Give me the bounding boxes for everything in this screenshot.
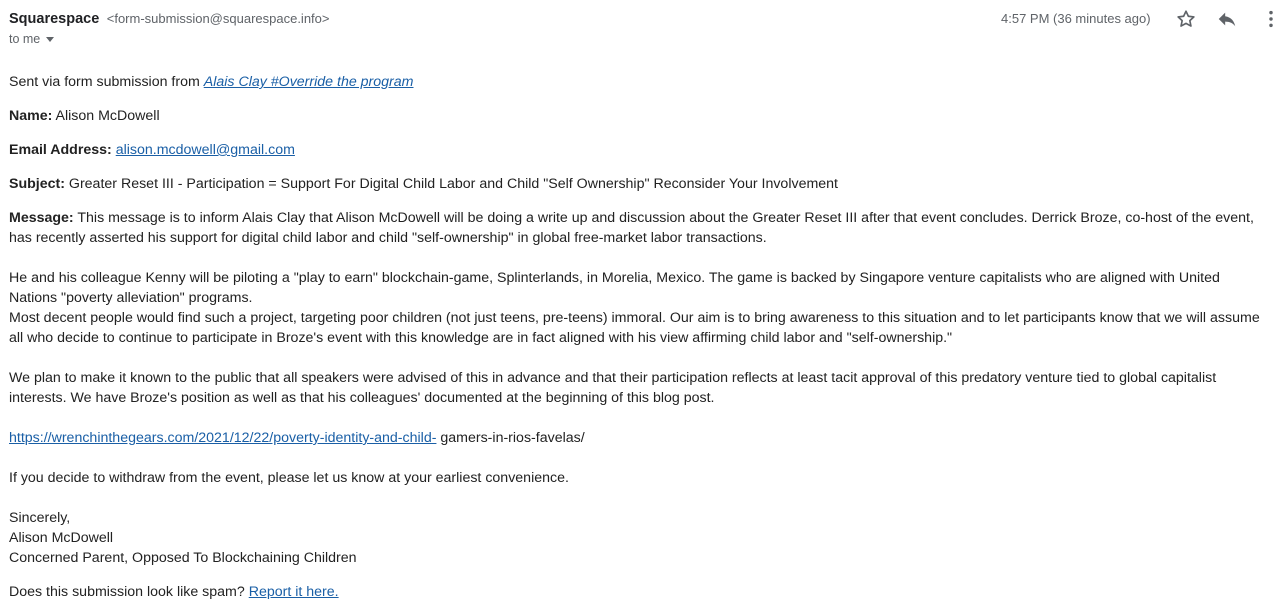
email-field [9, 140, 1271, 160]
email-label: Email Address: [9, 142, 112, 158]
report-spam-link[interactable]: Report it here. [248, 584, 339, 600]
name-label: Name: [9, 108, 53, 124]
source-page-link[interactable]: Alais Clay #Override the program [203, 74, 414, 90]
sender-name[interactable]: Squarespace [9, 11, 100, 27]
signature-title: Concerned Parent, Opposed To Blockchaining Children [9, 550, 357, 566]
name-field [9, 106, 1271, 126]
blog-post-link[interactable]: https://wrenchinthegears.com/2021/12/22/poverty-identity-and-child- [9, 430, 437, 446]
blog-link-rest: gamers-in-rios-favelas/ [436, 430, 585, 446]
timestamp: 4:57 PM (36 minutes ago) [1001, 11, 1151, 26]
sender-email: <form-submission@squarespace.info> [106, 11, 330, 26]
withdraw-line: If you decide to withdraw from the event, please let us know at your earliest convenience. [9, 470, 569, 486]
name-value: Alison McDowell [52, 108, 160, 124]
message-paragraph-2: He and his colleague Kenny will be piloting a "play to earn" blockchain-game, Splinterlands, in Morelia, Mexico. The game is backed by Singapore venture capitalists who are aligned with United Nations "poverty alleviation" programs. [9, 270, 1220, 306]
recipient-toggle[interactable] [9, 32, 54, 46]
reply-icon[interactable] [1216, 8, 1238, 30]
email-link[interactable]: alison.mcdowell@gmail.com [115, 142, 295, 158]
message-paragraph-4: We plan to make it known to the public that all speakers were advised of this in advance and that their participation reflects at least tacit approval of this predatory venture tied to global capitalist interests. We have Broze's position as well as that his colleagues' documented at the beginning of this blog post. [9, 370, 1217, 406]
closing-line: Sincerely, [9, 510, 71, 526]
message-paragraph-3: Most decent people would find such a project, targeting poor children (not just teens, pre-teens) immoral. Our aim is to bring awareness to this situation and to let participants know that we will assume all who decide to continue to participate in Broze's event with this knowledge are in fact aligned with his view affirming child labor and "self-ownership." [9, 310, 1260, 346]
signature-name: Alison McDowell [9, 530, 114, 546]
message-text-1: This message is to inform Alais Clay that Alison McDowell will be doing a write up and discussion about the Greater Reset III after that event concludes. Derrick Broze, co-host of the event, has recently asserted his support for digital child labor and child "self-ownership" in global free-market labor transactions. [9, 210, 1254, 246]
sender-line [9, 10, 329, 28]
spam-line [9, 582, 1271, 602]
subject-label: Subject: [9, 176, 65, 192]
intro-prefix: Sent via form submission from [9, 74, 204, 90]
star-icon[interactable] [1175, 8, 1197, 30]
intro-line [9, 72, 1271, 92]
message-paragraph-1 [9, 208, 1271, 248]
subject-field [9, 174, 1271, 194]
chevron-down-icon[interactable] [46, 37, 54, 42]
message-label: Message: [9, 210, 74, 226]
more-vert-icon[interactable] [1260, 8, 1280, 30]
email-body [9, 72, 1271, 602]
recipient-label: to me [9, 32, 41, 46]
blog-link-line [9, 428, 1271, 448]
spam-prefix: Does this submission look like spam? [9, 584, 249, 600]
email-header [9, 8, 1280, 52]
subject-value: Greater Reset III - Participation = Support For Digital Child Labor and Child "Self Ownership" Reconsider Your Involvement [64, 176, 838, 192]
